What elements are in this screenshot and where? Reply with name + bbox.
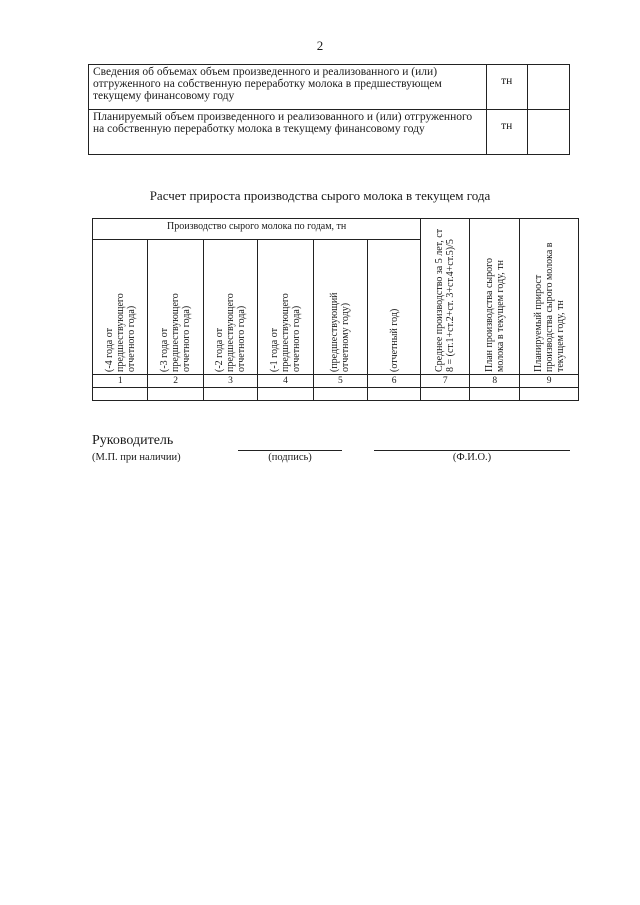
data-cell[interactable] xyxy=(313,388,367,401)
column-header-line: отчетного года) xyxy=(235,305,247,372)
col-header-3 xyxy=(203,240,257,375)
column-header-text xyxy=(434,229,456,372)
stamp-note: (М.П. при наличии) xyxy=(92,452,181,463)
table-row xyxy=(89,65,570,110)
col-header-1 xyxy=(93,240,148,375)
column-header-text xyxy=(159,293,192,372)
column-header-line: Среднее производство за 5 лет, ст xyxy=(434,228,446,372)
column-header-line: текущем году, тн xyxy=(554,300,566,372)
info-unit-prev-year: тн xyxy=(486,65,527,110)
page-number: 2 xyxy=(316,38,324,53)
col-header-2 xyxy=(148,240,203,375)
data-cell[interactable] xyxy=(93,388,148,401)
col-number-1: 1 xyxy=(93,375,148,388)
column-header-line: (-4 года от xyxy=(103,328,115,372)
column-header-line: (предшествующий xyxy=(329,292,341,372)
data-cell[interactable] xyxy=(520,388,579,401)
col-number-2: 2 xyxy=(148,375,203,388)
info-value-prev-year[interactable] xyxy=(527,65,569,110)
col-number-4: 4 xyxy=(258,375,313,388)
column-header-line: отчетного года) xyxy=(125,305,137,372)
column-header-line: отчетному году) xyxy=(340,302,352,372)
signature-caption: (подпись) xyxy=(268,452,312,463)
info-table xyxy=(88,64,570,155)
column-header-line: (-3 года от xyxy=(158,328,170,372)
data-cell[interactable] xyxy=(258,388,313,401)
growth-table xyxy=(92,218,579,401)
info-description-current-year: Планируемый объем произведенного и реализованного и (или) отгруженного на собственную переработку молока в текущему финансовому году xyxy=(89,110,487,155)
col-header-6 xyxy=(368,240,421,375)
info-unit-current-year: тн xyxy=(486,110,527,155)
col-header-9 xyxy=(520,219,579,375)
column-header-text xyxy=(214,293,247,372)
col-number-5: 5 xyxy=(313,375,367,388)
signer-title: Руководитель xyxy=(92,433,174,448)
section-title: Расчет прироста производства сырого молока в текущем года xyxy=(149,188,491,203)
column-header-line: План производства сырого xyxy=(483,258,495,372)
column-number-row xyxy=(93,375,579,388)
column-header-line: (-1 года от xyxy=(268,328,280,372)
group-header: Производство сырого молока по годам, тн xyxy=(93,219,421,240)
col-number-6: 6 xyxy=(368,375,421,388)
column-header-line: производства сырого молока в xyxy=(543,242,555,372)
column-header-text xyxy=(533,242,566,372)
column-header-line: отчетного года) xyxy=(290,305,302,372)
column-header-text xyxy=(329,292,351,372)
col-header-8 xyxy=(470,219,520,375)
column-header-line: отчетного года) xyxy=(180,305,192,372)
info-description-prev-year: Сведения об объемах объем произведенного и реализованного и (или) отгруженного на собственную переработку молока в предшествующем текущему финансовому году xyxy=(89,65,487,110)
column-header-line: предшествующего xyxy=(224,293,236,372)
column-header-line: 8 = (ст.1+ст.2+ст. 3+ст.4+ст.5)/5 xyxy=(445,239,457,372)
column-header-line: молока в текущем году, тн xyxy=(494,260,506,372)
column-header-text xyxy=(269,293,302,372)
data-cell[interactable] xyxy=(368,388,421,401)
data-cell[interactable] xyxy=(470,388,520,401)
col-header-7 xyxy=(421,219,470,375)
name-caption: (Ф.И.О.) xyxy=(452,452,492,463)
col-number-8: 8 xyxy=(470,375,520,388)
column-header-line: Планируемый прирост xyxy=(532,274,544,372)
column-header-line: предшествующего xyxy=(114,293,126,372)
column-header-line: предшествующего xyxy=(169,293,181,372)
data-cell[interactable] xyxy=(421,388,470,401)
data-cell[interactable] xyxy=(148,388,203,401)
name-line[interactable] xyxy=(374,450,570,451)
col-header-5 xyxy=(313,240,367,375)
data-cell[interactable] xyxy=(203,388,257,401)
column-header-text xyxy=(389,309,400,372)
col-header-4 xyxy=(258,240,313,375)
col-number-3: 3 xyxy=(203,375,257,388)
signature-line[interactable] xyxy=(238,450,342,451)
column-header-text xyxy=(484,258,506,372)
table-row xyxy=(93,388,579,401)
col-number-9: 9 xyxy=(520,375,579,388)
column-header-text xyxy=(104,293,137,372)
column-header-line: (отчетный год) xyxy=(388,308,400,372)
column-header-line: предшествующего xyxy=(279,293,291,372)
col-number-7: 7 xyxy=(421,375,470,388)
table-row xyxy=(89,110,570,155)
info-value-current-year[interactable] xyxy=(527,110,569,155)
column-header-line: (-2 года от xyxy=(213,328,225,372)
